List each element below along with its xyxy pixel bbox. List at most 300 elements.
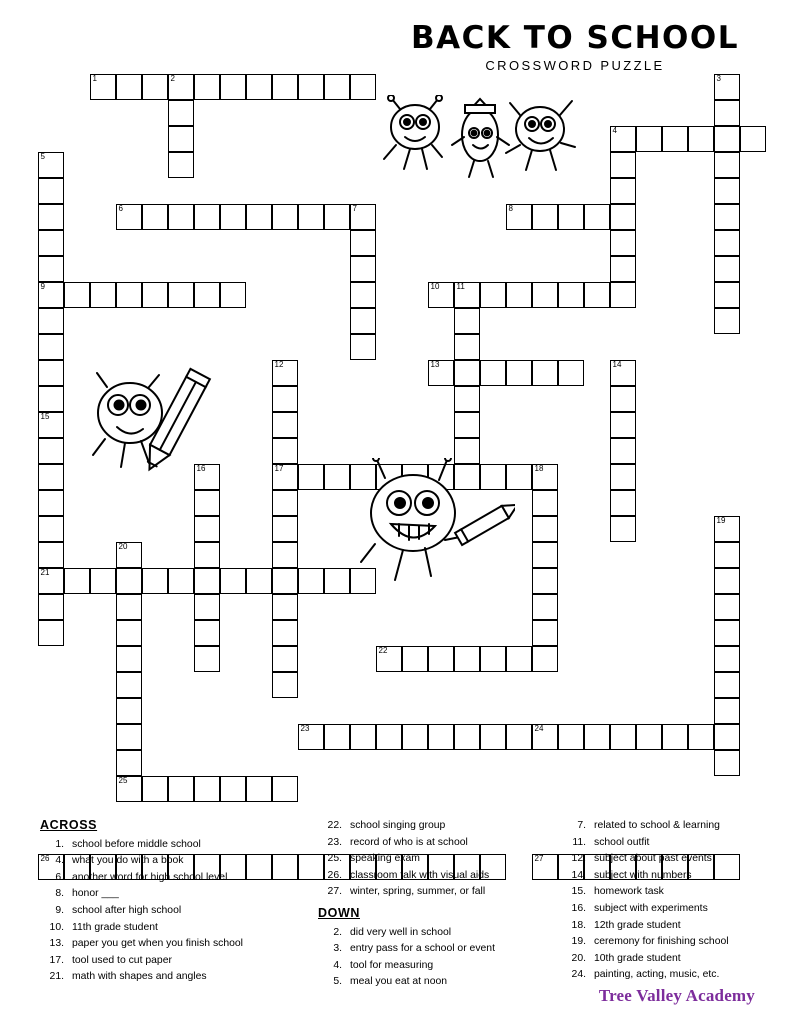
cell-number: 5	[40, 152, 45, 161]
crossword-cell[interactable]	[714, 620, 740, 646]
clue-number: 19.	[571, 936, 586, 948]
clue-item	[318, 925, 553, 941]
across-heading: ACROSS	[40, 818, 98, 832]
cell-number: 22	[378, 646, 388, 655]
crossword-cell[interactable]	[272, 386, 298, 412]
cell-number: 1	[92, 74, 97, 83]
clue-number: 1.	[55, 838, 64, 850]
crossword-cell[interactable]	[246, 776, 272, 802]
crossword-cell[interactable]	[532, 516, 558, 542]
crossword-cell[interactable]	[194, 74, 220, 100]
crossword-cell[interactable]	[480, 282, 506, 308]
crossword-cell[interactable]	[272, 412, 298, 438]
crossword-cell[interactable]	[532, 542, 558, 568]
clue-text: homework task	[594, 886, 664, 898]
clue-text: did very well in school	[350, 926, 452, 938]
crossword-cell[interactable]	[454, 724, 480, 750]
clue-item	[318, 884, 553, 900]
crossword-cell[interactable]	[532, 594, 558, 620]
crossword-cell[interactable]	[688, 724, 714, 750]
crossword-cell[interactable]	[506, 724, 532, 750]
clue-number: 12.	[571, 853, 586, 865]
crossword-cell[interactable]	[116, 594, 142, 620]
crossword-cell[interactable]	[350, 308, 376, 334]
clue-text: subject with experiments	[594, 902, 708, 914]
clue-item	[318, 974, 553, 990]
crossword-cell[interactable]	[220, 204, 246, 230]
clue-item	[560, 934, 791, 950]
crossword-cell[interactable]	[610, 490, 636, 516]
crossword-cell[interactable]	[116, 672, 142, 698]
clue-number: 20.	[571, 952, 586, 964]
crossword-cell[interactable]	[610, 412, 636, 438]
crossword-cell[interactable]	[194, 646, 220, 672]
clue-text: 12th grade student	[594, 919, 681, 931]
clue-text: tool used to cut paper	[72, 954, 172, 966]
crossword-cell[interactable]	[272, 646, 298, 672]
crossword-cell[interactable]	[220, 74, 246, 100]
clue-text: another word for high school level	[72, 871, 228, 883]
clue-number: 4.	[333, 959, 342, 971]
clue-text: subject about past events	[594, 853, 712, 865]
crossword-cell[interactable]	[506, 464, 532, 490]
crossword-cell[interactable]	[38, 412, 64, 438]
crossword-cell[interactable]	[454, 386, 480, 412]
clue-text: speaking exam	[350, 853, 420, 865]
clue-item	[560, 851, 791, 867]
crossword-cell[interactable]	[168, 204, 194, 230]
crossword-cell[interactable]	[38, 438, 64, 464]
crossword-cell[interactable]	[610, 152, 636, 178]
clue-item	[40, 853, 310, 869]
clue-text: paper you get when you finish school	[72, 938, 243, 950]
clue-text: school after high school	[72, 904, 182, 916]
crossword-cell[interactable]	[116, 724, 142, 750]
cell-number: 11	[456, 282, 465, 291]
clue-item	[40, 837, 310, 853]
crossword-cell[interactable]	[558, 724, 584, 750]
crossword-cell[interactable]	[714, 646, 740, 672]
crossword-cell[interactable]	[714, 698, 740, 724]
crossword-cell[interactable]	[272, 672, 298, 698]
clue-text: what you do with a book	[72, 855, 184, 867]
clue-number: 22.	[327, 820, 342, 831]
crossword-cell[interactable]	[220, 282, 246, 308]
cell-number: 27	[534, 854, 544, 863]
crossword-cell[interactable]	[38, 516, 64, 542]
cell-number: 8	[508, 204, 513, 213]
crossword-cell[interactable]	[298, 568, 324, 594]
clue-item	[318, 941, 553, 957]
crossword-cell[interactable]	[402, 646, 428, 672]
crossword-cell[interactable]	[350, 282, 376, 308]
crossword-cell[interactable]	[168, 152, 194, 178]
crossword-cell[interactable]	[610, 204, 636, 230]
clue-item	[40, 903, 310, 919]
crossword-cell[interactable]	[168, 126, 194, 152]
crossword-cell[interactable]	[714, 74, 740, 100]
crossword-cell[interactable]	[610, 516, 636, 542]
crossword-cell[interactable]	[324, 74, 350, 100]
crossword-cell[interactable]	[428, 646, 454, 672]
clue-item	[560, 818, 791, 834]
clue-number: 24.	[571, 969, 586, 981]
crossword-cell[interactable]	[38, 594, 64, 620]
brand-footer: Tree Valley Academy	[598, 986, 755, 1005]
down-clue-list-part1	[318, 925, 553, 990]
crossword-cell[interactable]	[532, 490, 558, 516]
crossword-cell[interactable]	[272, 204, 298, 230]
clue-text: math with shapes and angles	[72, 971, 207, 983]
crossword-cell[interactable]	[714, 282, 740, 308]
crossword-cell[interactable]	[714, 126, 740, 152]
clue-text: classroom talk with visual aids	[350, 869, 490, 881]
crossword-cell[interactable]	[714, 152, 740, 178]
crossword-cell[interactable]	[220, 568, 246, 594]
clue-number: 25.	[327, 853, 342, 865]
crossword-cell[interactable]	[350, 74, 376, 100]
crossword-cell[interactable]	[714, 516, 740, 542]
clue-number: 11.	[572, 836, 586, 848]
cell-number: 17	[274, 464, 284, 473]
crossword-cell[interactable]	[116, 776, 142, 802]
clue-text: subject with numbers	[594, 869, 692, 881]
crossword-cell[interactable]	[324, 568, 350, 594]
clue-text: ceremony for finishing school	[594, 936, 729, 948]
crossword-cell[interactable]	[714, 178, 740, 204]
crossword-cell[interactable]	[532, 204, 558, 230]
crossword-cell[interactable]	[272, 438, 298, 464]
cell-number: 26	[40, 854, 50, 863]
clue-number: 23.	[327, 836, 342, 848]
crossword-cell[interactable]	[38, 230, 64, 256]
crossword-cell[interactable]	[714, 750, 740, 776]
cell-number: 25	[118, 776, 128, 785]
crossword-cell[interactable]	[402, 464, 428, 490]
crossword-cell[interactable]	[350, 334, 376, 360]
clue-text: tool for measuring	[350, 959, 434, 971]
crossword-cell[interactable]	[558, 282, 584, 308]
crossword-cell[interactable]	[480, 646, 506, 672]
cell-number: 13	[430, 360, 440, 369]
cell-number: 12	[274, 360, 284, 369]
crossword-cell[interactable]	[272, 594, 298, 620]
clue-item	[318, 868, 553, 884]
clue-item	[318, 851, 553, 867]
crossword-cell[interactable]	[350, 204, 376, 230]
crossword-cell[interactable]	[168, 776, 194, 802]
clue-number: 17.	[49, 954, 64, 966]
crossword-cell[interactable]	[610, 282, 636, 308]
crossword-cell[interactable]	[610, 256, 636, 282]
page-title: BACK TO SCHOOL	[411, 20, 739, 56]
crossword-cell[interactable]	[532, 464, 558, 490]
crossword-cell[interactable]	[272, 568, 298, 594]
clue-number: 18.	[571, 919, 586, 931]
clue-text: 10th grade student	[594, 952, 681, 964]
crossword-cell[interactable]	[558, 360, 584, 386]
crossword-cell[interactable]	[272, 516, 298, 542]
crossword-cell[interactable]	[246, 74, 272, 100]
crossword-cell[interactable]	[714, 100, 740, 126]
crossword-cell[interactable]	[506, 282, 532, 308]
clues-column-1	[40, 818, 310, 986]
crossword-cell[interactable]	[116, 282, 142, 308]
crossword-cell[interactable]	[324, 204, 350, 230]
clues-column-2	[318, 818, 553, 991]
cell-number: 21	[40, 568, 50, 577]
crossword-cell[interactable]	[584, 204, 610, 230]
crossword-cell[interactable]	[116, 542, 142, 568]
clue-text: winter, spring, summer, or fall	[350, 886, 486, 898]
crossword-cell[interactable]	[454, 464, 480, 490]
cell-number: 7	[352, 204, 357, 213]
crossword-cell[interactable]	[480, 464, 506, 490]
crossword-cell[interactable]	[194, 776, 220, 802]
crossword-cell[interactable]	[272, 360, 298, 386]
crossword-cell[interactable]	[636, 126, 662, 152]
crossword-cell[interactable]	[142, 568, 168, 594]
crossword-cell[interactable]	[480, 724, 506, 750]
crossword-cell[interactable]	[454, 360, 480, 386]
crossword-cell[interactable]	[740, 126, 766, 152]
crossword-cell[interactable]	[194, 282, 220, 308]
crossword-cell[interactable]	[350, 256, 376, 282]
clue-item	[560, 918, 791, 934]
crossword-cell[interactable]	[272, 542, 298, 568]
crossword-cell[interactable]	[610, 230, 636, 256]
clue-item	[318, 958, 553, 974]
clue-text: record of who is at school	[350, 836, 468, 848]
crossword-cell[interactable]	[532, 646, 558, 672]
crossword-cell[interactable]	[636, 724, 662, 750]
crossword-cell[interactable]	[402, 724, 428, 750]
crossword-cell[interactable]	[298, 74, 324, 100]
crossword-cell[interactable]	[38, 308, 64, 334]
crossword-cell[interactable]	[194, 620, 220, 646]
cell-number: 2	[170, 74, 175, 83]
crossword-cell[interactable]	[454, 282, 480, 308]
crossword-cell[interactable]	[272, 74, 298, 100]
crossword-cell[interactable]	[558, 204, 584, 230]
clue-number: 15.	[571, 886, 586, 898]
clue-number: 14.	[571, 869, 586, 881]
crossword-cell[interactable]	[610, 178, 636, 204]
clue-item	[560, 951, 791, 967]
crossword-cell[interactable]	[532, 282, 558, 308]
clue-number: 21.	[49, 971, 64, 983]
crossword-cell[interactable]	[38, 542, 64, 568]
clue-number: 10.	[49, 921, 64, 933]
crossword-cell[interactable]	[38, 334, 64, 360]
crossword-cell[interactable]	[610, 126, 636, 152]
clue-item	[40, 936, 310, 952]
cell-number: 9	[40, 282, 45, 291]
crossword-cell[interactable]	[90, 568, 116, 594]
clue-item	[318, 835, 553, 851]
crossword-cell[interactable]	[714, 204, 740, 230]
crossword-cell[interactable]	[714, 724, 740, 750]
crossword-cell[interactable]	[454, 308, 480, 334]
crossword-cell[interactable]	[116, 698, 142, 724]
crossword-cell[interactable]	[90, 74, 116, 100]
crossword-cell[interactable]	[272, 776, 298, 802]
crossword-cell[interactable]	[298, 724, 324, 750]
crossword-cell[interactable]	[376, 724, 402, 750]
clue-text: meal you eat at noon	[350, 976, 448, 988]
crossword-cell[interactable]	[38, 256, 64, 282]
crossword-cell[interactable]	[116, 204, 142, 230]
cell-number: 4	[612, 126, 617, 135]
crossword-cell[interactable]	[142, 776, 168, 802]
crossword-cell[interactable]	[584, 282, 610, 308]
cell-number: 10	[430, 282, 440, 291]
crossword-cell[interactable]	[610, 438, 636, 464]
crossword-cell[interactable]	[610, 386, 636, 412]
crossword-cell[interactable]	[324, 464, 350, 490]
crossword-cell[interactable]	[324, 724, 350, 750]
crossword-cell[interactable]	[662, 724, 688, 750]
clue-text: entry pass for a school or event	[350, 943, 495, 955]
clue-text: school before middle school	[72, 838, 201, 850]
across-clue-list-part1	[40, 837, 310, 985]
crossword-cell[interactable]	[194, 542, 220, 568]
crossword-cell[interactable]	[38, 464, 64, 490]
crossword-cell[interactable]	[116, 750, 142, 776]
crossword-cell[interactable]	[38, 490, 64, 516]
crossword-cell[interactable]	[116, 620, 142, 646]
cell-number: 14	[612, 360, 622, 369]
crossword-cell[interactable]	[38, 620, 64, 646]
crossword-cell[interactable]	[350, 568, 376, 594]
crossword-cell[interactable]	[90, 282, 116, 308]
crossword-cell[interactable]	[506, 204, 532, 230]
crossword-cell[interactable]	[298, 464, 324, 490]
cell-number: 24	[534, 724, 544, 733]
crossword-cell[interactable]	[714, 568, 740, 594]
crossword-cell[interactable]	[194, 516, 220, 542]
crossword-cell[interactable]	[38, 282, 64, 308]
crossword-cell[interactable]	[116, 74, 142, 100]
crossword-cell[interactable]	[272, 490, 298, 516]
crossword-cell[interactable]	[142, 282, 168, 308]
clue-text: honor ___	[72, 888, 119, 900]
crossword-cell[interactable]	[168, 74, 194, 100]
clue-number: 27.	[327, 886, 342, 898]
crossword-cell[interactable]	[532, 724, 558, 750]
crossword-cell[interactable]	[38, 568, 64, 594]
crossword-cell[interactable]	[610, 724, 636, 750]
cell-number: 20	[118, 542, 128, 551]
crossword-cell[interactable]	[454, 646, 480, 672]
crossword-cell[interactable]	[428, 724, 454, 750]
crossword-cell[interactable]	[116, 568, 142, 594]
crossword-cell[interactable]	[142, 74, 168, 100]
clue-item	[560, 967, 791, 983]
crossword-cell[interactable]	[64, 568, 90, 594]
crossword-cell[interactable]	[38, 360, 64, 386]
crossword-cell[interactable]	[454, 334, 480, 360]
crossword-cell[interactable]	[428, 464, 454, 490]
clue-item	[560, 835, 791, 851]
clue-number: 4.	[55, 855, 64, 867]
crossword-cell[interactable]	[506, 646, 532, 672]
crossword-cell[interactable]	[38, 204, 64, 230]
crossword-cell[interactable]	[610, 464, 636, 490]
crossword-cell[interactable]	[38, 386, 64, 412]
cell-number: 16	[196, 464, 206, 473]
clue-number: 8.	[55, 888, 64, 900]
crossword-cell[interactable]	[220, 776, 246, 802]
crossword-cell[interactable]	[350, 464, 376, 490]
crossword-cell[interactable]	[506, 360, 532, 386]
crossword-cell[interactable]	[194, 568, 220, 594]
crossword-cell[interactable]	[272, 464, 298, 490]
crossword-cell[interactable]	[376, 646, 402, 672]
crossword-cell[interactable]	[350, 724, 376, 750]
crossword-cell[interactable]	[194, 594, 220, 620]
crossword-cell[interactable]	[142, 204, 168, 230]
crossword-cell[interactable]	[714, 256, 740, 282]
crossword-cell[interactable]	[714, 542, 740, 568]
crossword-cell[interactable]	[376, 464, 402, 490]
crossword-cell[interactable]	[246, 204, 272, 230]
crossword-cell[interactable]	[714, 308, 740, 334]
crossword-cell[interactable]	[662, 126, 688, 152]
crossword-cell[interactable]	[714, 594, 740, 620]
crossword-cell[interactable]	[454, 438, 480, 464]
crossword-cell[interactable]	[38, 152, 64, 178]
clue-item	[40, 886, 310, 902]
crossword-cell[interactable]	[584, 724, 610, 750]
crossword-cell[interactable]	[194, 204, 220, 230]
crossword-cell[interactable]	[532, 360, 558, 386]
crossword-cell[interactable]	[714, 672, 740, 698]
crossword-cell[interactable]	[532, 620, 558, 646]
crossword-cell[interactable]	[610, 360, 636, 386]
clue-number: 9.	[55, 904, 64, 916]
cell-number: 6	[118, 204, 123, 213]
crossword-cell[interactable]	[480, 360, 506, 386]
page-subtitle: CROSSWORD PUZZLE	[485, 57, 665, 73]
clue-item	[318, 818, 553, 834]
crossword-cell[interactable]	[168, 282, 194, 308]
crossword-cell[interactable]	[116, 646, 142, 672]
crossword-cell[interactable]	[298, 204, 324, 230]
cell-number: 18	[534, 464, 544, 473]
cell-number: 3	[716, 74, 721, 83]
crossword-cell[interactable]	[272, 620, 298, 646]
crossword-cell[interactable]	[168, 568, 194, 594]
clue-number: 3.	[333, 943, 342, 955]
crossword-cell[interactable]	[688, 126, 714, 152]
crossword-cell[interactable]	[454, 412, 480, 438]
clue-item	[560, 884, 791, 900]
crossword-cell[interactable]	[714, 230, 740, 256]
crossword-cell[interactable]	[246, 568, 272, 594]
clue-text: 11th grade student	[72, 921, 158, 933]
crossword-cell[interactable]	[194, 490, 220, 516]
crossword-cell[interactable]	[38, 178, 64, 204]
crossword-cell[interactable]	[428, 282, 454, 308]
crossword-cell[interactable]	[532, 568, 558, 594]
crossword-cell[interactable]	[194, 464, 220, 490]
crossword-cell[interactable]	[64, 282, 90, 308]
crossword-cell[interactable]	[428, 360, 454, 386]
crossword-cell[interactable]	[350, 230, 376, 256]
crossword-cell[interactable]	[168, 100, 194, 126]
clue-number: 6.	[55, 871, 64, 883]
